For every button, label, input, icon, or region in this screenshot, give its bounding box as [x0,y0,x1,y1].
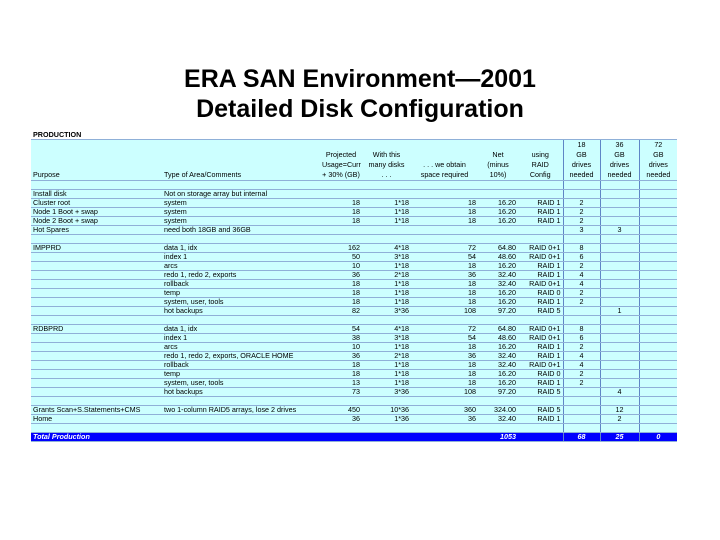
cell-36gb [600,253,639,262]
cell-raid: RAID 1 [518,217,563,226]
cell-purpose [31,334,162,343]
table-row [31,199,677,208]
cell-36gb: 4 [600,388,639,397]
cell-space: 72 [411,244,478,253]
slide-title-line2: Detailed Disk Configuration [196,95,524,123]
cell-disks: 3*36 [362,388,411,397]
cell-disks [362,226,411,235]
cell-36gb [600,217,639,226]
cell-net: 32.40 [478,280,518,289]
cell-36gb [600,271,639,280]
cell-raid: RAID 1 [518,298,563,307]
table-row [31,379,677,388]
cell-space: 72 [411,325,478,334]
cell-net: 48.60 [478,253,518,262]
cell-raid [518,226,563,235]
cell-space: 18 [411,208,478,217]
cell-raid: RAID 0 [518,289,563,298]
cell-net: 16.20 [478,370,518,379]
cell-projected: 38 [320,334,362,343]
header-projected: Projected Usage=Curr + 30% (GB) [320,140,362,181]
cell-disks: 1*18 [362,379,411,388]
cell-disks: 1*18 [362,217,411,226]
cell-72gb [639,226,677,235]
table-row [31,217,677,226]
cell-net: 16.20 [478,379,518,388]
cell-net: 16.20 [478,343,518,352]
table-row [31,226,677,235]
cell-18gb [563,190,600,199]
disk-config-spreadsheet [31,131,677,442]
spacer-row [31,424,677,433]
cell-raid: RAID 5 [518,307,563,316]
cell-disks: 3*18 [362,253,411,262]
cell-18gb: 2 [563,208,600,217]
cell-space: 54 [411,334,478,343]
cell-36gb [600,379,639,388]
cell-net: 64.80 [478,244,518,253]
table-row [31,361,677,370]
total-18gb: 68 [563,433,600,442]
cell-purpose: Hot Spares [31,226,162,235]
table-row [31,289,677,298]
cell-space: 18 [411,199,478,208]
table-row [31,415,677,424]
cell-type: hot backups [162,388,320,397]
cell-net: 64.80 [478,325,518,334]
cell-projected: 18 [320,361,362,370]
cell-space: 360 [411,406,478,415]
cell-projected [320,190,362,199]
cell-disks: 2*18 [362,352,411,361]
cell-18gb: 2 [563,370,600,379]
cell-36gb [600,370,639,379]
cell-72gb [639,352,677,361]
cell-net: 97.20 [478,307,518,316]
cell-space: 18 [411,289,478,298]
total-row [31,433,677,442]
cell-type: system, user, tools [162,298,320,307]
cell-72gb [639,379,677,388]
cell-net [478,226,518,235]
cell-net: 32.40 [478,352,518,361]
table-row [31,325,677,334]
cell-36gb [600,190,639,199]
cell-18gb: 8 [563,325,600,334]
table-row [31,334,677,343]
slide-title-line1: ERA SAN Environment—2001 [184,65,536,93]
cell-space [411,226,478,235]
cell-purpose: RDBPRD [31,325,162,334]
cell-space: 108 [411,307,478,316]
cell-72gb [639,388,677,397]
cell-72gb [639,334,677,343]
cell-space: 18 [411,262,478,271]
cell-36gb [600,361,639,370]
total-net: 1053 [478,433,518,442]
cell-purpose [31,289,162,298]
cell-purpose: Node 2 Boot + swap [31,217,162,226]
cell-18gb: 4 [563,352,600,361]
section-label: PRODUCTION [31,131,677,140]
cell-space: 18 [411,370,478,379]
cell-disks: 3*18 [362,334,411,343]
cell-18gb: 2 [563,379,600,388]
cell-36gb [600,244,639,253]
header-type: Type of Area/Comments [162,140,320,181]
spacer-row [31,181,677,190]
cell-36gb: 3 [600,226,639,235]
cell-projected: 18 [320,199,362,208]
cell-type: system [162,208,320,217]
cell-purpose: Cluster root [31,199,162,208]
cell-projected: 18 [320,289,362,298]
cell-18gb: 2 [563,343,600,352]
total-raid-blank [518,433,563,442]
cell-projected: 18 [320,217,362,226]
cell-36gb [600,262,639,271]
cell-raid: RAID 0+1 [518,361,563,370]
section-row [31,131,677,140]
cell-space [411,190,478,199]
cell-raid: RAID 1 [518,415,563,424]
cell-18gb: 4 [563,361,600,370]
cell-type: system [162,199,320,208]
total-label: Total Production [31,433,478,442]
cell-projected: 50 [320,253,362,262]
cell-raid: RAID 1 [518,379,563,388]
cell-purpose: Install disk [31,190,162,199]
header-18gb: 18 GB drives needed [563,140,600,181]
cell-type: hot backups [162,307,320,316]
cell-raid: RAID 0+1 [518,325,563,334]
cell-purpose [31,271,162,280]
cell-type: system, user, tools [162,379,320,388]
cell-36gb: 12 [600,406,639,415]
cell-net: 16.20 [478,298,518,307]
cell-type: data 1, idx [162,325,320,334]
cell-type: rollback [162,280,320,289]
cell-18gb: 2 [563,298,600,307]
cell-72gb [639,199,677,208]
header-row [31,140,677,181]
cell-space: 18 [411,361,478,370]
cell-projected: 73 [320,388,362,397]
cell-18gb: 2 [563,289,600,298]
total-72gb: 0 [639,433,677,442]
cell-purpose [31,352,162,361]
table-row [31,253,677,262]
cell-net: 16.20 [478,217,518,226]
cell-72gb [639,253,677,262]
cell-18gb [563,388,600,397]
cell-raid: RAID 0+1 [518,244,563,253]
cell-space: 18 [411,217,478,226]
cell-purpose [31,388,162,397]
cell-net: 32.40 [478,415,518,424]
cell-raid: RAID 0 [518,370,563,379]
cell-disks: 1*18 [362,199,411,208]
table-row [31,307,677,316]
cell-raid: RAID 0+1 [518,253,563,262]
cell-projected: 18 [320,370,362,379]
cell-space: 36 [411,415,478,424]
cell-type: arcs [162,262,320,271]
cell-disks [362,190,411,199]
cell-type: Not on storage array but internal [162,190,320,199]
cell-type: need both 18GB and 36GB [162,226,320,235]
cell-raid: RAID 5 [518,406,563,415]
cell-type: two 1-column RAID5 arrays, lose 2 drives [162,406,320,415]
cell-disks: 3*36 [362,307,411,316]
cell-72gb [639,208,677,217]
cell-raid: RAID 1 [518,262,563,271]
disk-config-table [31,131,677,442]
total-36gb: 25 [600,433,639,442]
cell-type: system [162,217,320,226]
cell-disks: 1*18 [362,280,411,289]
cell-72gb [639,370,677,379]
cell-type: temp [162,289,320,298]
cell-72gb [639,325,677,334]
cell-type: index 1 [162,334,320,343]
header-we-obtain: . . . we obtain space required [411,140,478,181]
header-72gb: 72 GB drives needed [639,140,677,181]
cell-72gb [639,289,677,298]
cell-projected: 36 [320,415,362,424]
cell-18gb: 2 [563,217,600,226]
table-row [31,262,677,271]
cell-projected: 36 [320,271,362,280]
cell-projected: 18 [320,208,362,217]
table-row [31,271,677,280]
cell-disks: 1*18 [362,370,411,379]
cell-72gb [639,307,677,316]
cell-purpose [31,298,162,307]
cell-36gb [600,343,639,352]
cell-projected: 13 [320,379,362,388]
cell-72gb [639,244,677,253]
cell-type [162,415,320,424]
cell-raid: RAID 1 [518,271,563,280]
cell-projected [320,226,362,235]
header-net: Net (minus 10%) [478,140,518,181]
cell-purpose [31,379,162,388]
cell-purpose [31,307,162,316]
cell-36gb: 2 [600,415,639,424]
cell-18gb [563,406,600,415]
cell-projected: 18 [320,298,362,307]
cell-72gb [639,361,677,370]
cell-disks: 10*36 [362,406,411,415]
cell-space: 36 [411,352,478,361]
cell-projected: 162 [320,244,362,253]
cell-36gb [600,298,639,307]
cell-18gb: 6 [563,253,600,262]
cell-net: 32.40 [478,361,518,370]
cell-18gb [563,307,600,316]
cell-disks: 1*18 [362,361,411,370]
header-with-this: With this many disks . . . [362,140,411,181]
cell-net: 16.20 [478,199,518,208]
cell-purpose: Home [31,415,162,424]
cell-36gb [600,208,639,217]
header-using: using RAID Config [518,140,563,181]
cell-type: data 1, idx [162,244,320,253]
cell-18gb: 8 [563,244,600,253]
cell-72gb [639,271,677,280]
cell-72gb [639,343,677,352]
table-row [31,190,677,199]
cell-purpose [31,361,162,370]
cell-72gb [639,190,677,199]
cell-disks: 4*18 [362,244,411,253]
cell-space: 54 [411,253,478,262]
cell-36gb [600,334,639,343]
cell-raid [518,190,563,199]
table-row [31,298,677,307]
cell-disks: 1*18 [362,262,411,271]
cell-18gb: 2 [563,199,600,208]
cell-72gb [639,217,677,226]
cell-projected: 10 [320,343,362,352]
cell-projected: 10 [320,262,362,271]
cell-18gb: 4 [563,280,600,289]
cell-disks: 1*18 [362,343,411,352]
cell-projected: 54 [320,325,362,334]
cell-purpose: Grants Scan+S.Statements+CMS [31,406,162,415]
cell-net: 324.00 [478,406,518,415]
cell-space: 18 [411,298,478,307]
cell-type: rollback [162,361,320,370]
cell-projected: 36 [320,352,362,361]
cell-72gb [639,406,677,415]
cell-disks: 1*18 [362,208,411,217]
cell-36gb [600,289,639,298]
cell-net: 32.40 [478,271,518,280]
cell-18gb [563,415,600,424]
cell-18gb: 2 [563,262,600,271]
cell-purpose [31,262,162,271]
cell-disks: 4*18 [362,325,411,334]
cell-net: 16.20 [478,208,518,217]
cell-projected: 450 [320,406,362,415]
cell-net: 48.60 [478,334,518,343]
spacer-row [31,235,677,244]
cell-raid: RAID 1 [518,343,563,352]
cell-type: index 1 [162,253,320,262]
table-row [31,352,677,361]
cell-raid: RAID 0+1 [518,334,563,343]
cell-space: 108 [411,388,478,397]
cell-purpose [31,253,162,262]
table-row [31,280,677,289]
cell-disks: 1*36 [362,415,411,424]
table-row [31,406,677,415]
cell-net: 16.20 [478,289,518,298]
table-row [31,388,677,397]
cell-net: 16.20 [478,262,518,271]
header-36gb: 36 GB drives needed [600,140,639,181]
cell-72gb [639,280,677,289]
header-purpose: Purpose [31,140,162,181]
cell-projected: 82 [320,307,362,316]
cell-disks: 2*18 [362,271,411,280]
cell-purpose [31,343,162,352]
cell-purpose [31,370,162,379]
cell-type: redo 1, redo 2, exports, ORACLE HOME [162,352,320,361]
table-row [31,208,677,217]
cell-type: redo 1, redo 2, exports [162,271,320,280]
cell-disks: 1*18 [362,298,411,307]
cell-36gb [600,325,639,334]
cell-purpose [31,280,162,289]
cell-36gb: 1 [600,307,639,316]
cell-72gb [639,298,677,307]
table-row [31,343,677,352]
cell-type: arcs [162,343,320,352]
cell-net [478,190,518,199]
cell-72gb [639,262,677,271]
spacer-row [31,397,677,406]
cell-raid: RAID 1 [518,208,563,217]
cell-purpose: IMPPRD [31,244,162,253]
cell-space: 18 [411,379,478,388]
cell-space: 18 [411,280,478,289]
cell-net: 97.20 [478,388,518,397]
cell-type: temp [162,370,320,379]
cell-disks: 1*18 [362,289,411,298]
table-row [31,370,677,379]
cell-raid: RAID 5 [518,388,563,397]
cell-raid: RAID 1 [518,352,563,361]
cell-space: 36 [411,271,478,280]
cell-projected: 18 [320,280,362,289]
cell-36gb [600,199,639,208]
spacer-row [31,316,677,325]
cell-raid: RAID 1 [518,199,563,208]
cell-72gb [639,415,677,424]
table-row [31,244,677,253]
cell-18gb: 4 [563,271,600,280]
cell-18gb: 3 [563,226,600,235]
cell-raid: RAID 0+1 [518,280,563,289]
cell-space: 18 [411,343,478,352]
cell-36gb [600,352,639,361]
cell-18gb: 6 [563,334,600,343]
cell-36gb [600,280,639,289]
cell-purpose: Node 1 Boot + swap [31,208,162,217]
